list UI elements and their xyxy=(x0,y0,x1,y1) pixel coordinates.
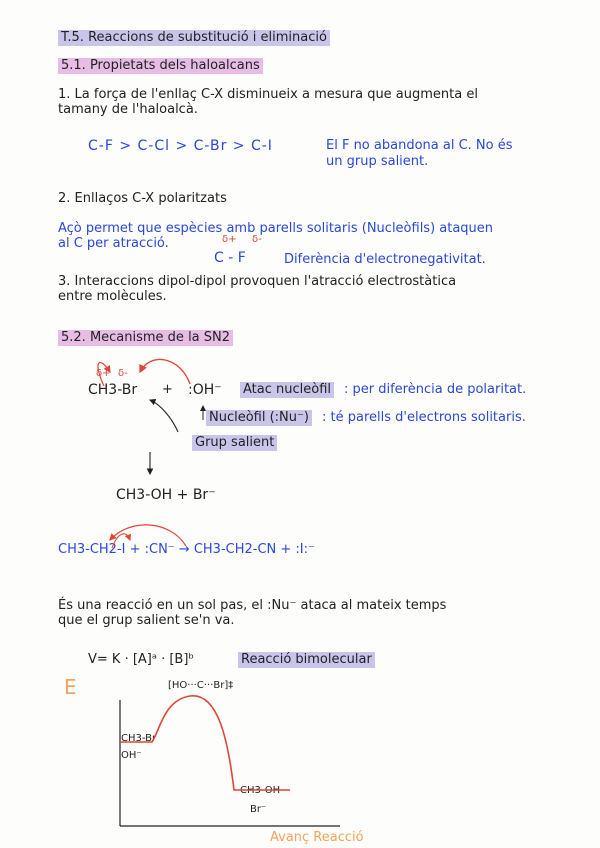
item3-line1: 3. Interaccions dipol-dipol provoquen l'atracció electrostàtica xyxy=(58,274,457,289)
products-label-ch3oh: CH3-OH xyxy=(240,785,281,796)
description-line2: que el grup salient se'n va. xyxy=(58,613,235,628)
delta-minus-label: δ- xyxy=(252,234,262,245)
leaving-group-label: Grup salient xyxy=(192,435,277,451)
description-line1: És una reacció en un sol pas, el :Nu⁻ ataca al mateix temps xyxy=(58,598,447,613)
energy-axis-label: E xyxy=(64,675,77,699)
delta-minus-mech: δ- xyxy=(118,368,128,379)
attack-arrow xyxy=(140,360,190,385)
nucleophilic-attack-label: Atac nucleòfil xyxy=(240,382,334,398)
item2-desc-line2: al C per atracció. xyxy=(58,236,169,251)
nucleophile-label: Nucleòfil (:Nu⁻) xyxy=(206,410,312,426)
reactant-ch3br: CH3-Br xyxy=(88,382,138,398)
rate-law: V= K · [A]ᵃ · [B]ᵇ xyxy=(88,652,194,667)
item2-heading: 2. Enllaços C-X polaritzats xyxy=(58,191,227,206)
nucleophilic-attack-desc: : per diferència de polaritat. xyxy=(344,382,527,397)
fluorine-note-line1: El F no abandona al C. No és xyxy=(326,138,513,153)
reactants-label-ch3br: CH3-Br xyxy=(121,733,157,744)
fluorine-note-line2: un grup salient. xyxy=(326,154,429,169)
product-line: CH3-OH + Br⁻ xyxy=(116,487,216,503)
bimolecular-label: Reacció bimolecular xyxy=(238,652,375,668)
section-heading-mechanism: 5.2. Mecanisme de la SN2 xyxy=(58,330,233,346)
reactants-label-oh: OH⁻ xyxy=(121,750,142,761)
item1-line1: 1. La força de l'enllaç C-X disminueix a mesura que augmenta el xyxy=(58,87,478,102)
example-reaction: CH3-CH2-I + :CN⁻ → CH3-CH2-CN + :I:⁻ xyxy=(58,542,315,557)
section-heading-properties: 5.1. Propietats dels haloalcans xyxy=(58,58,263,74)
nucleophile-oh: :OH⁻ xyxy=(188,382,222,398)
transition-state-label: [HO···C···Br]‡ xyxy=(168,680,234,691)
delta-plus-label: δ+ xyxy=(222,234,237,245)
nucleophile-desc: : té parells d'electrons solitaris. xyxy=(322,410,526,425)
page-title: T.5. Reaccions de substitució i eliminació xyxy=(58,30,330,46)
products-label-br: Br⁻ xyxy=(250,804,267,815)
bond-strength-order: C-F > C-Cl > C-Br > C-I xyxy=(88,138,273,154)
delta-plus-mech: δ+ xyxy=(96,368,111,379)
leaving-group-pointer xyxy=(150,400,178,432)
item1-line2: tamany de l'haloalcà. xyxy=(58,102,198,117)
electronegativity-note: Diferència d'electronegativitat. xyxy=(284,252,486,267)
plus-sign: + xyxy=(162,382,173,397)
item3-line2: entre molècules. xyxy=(58,289,167,304)
reaction-progress-axis-label: Avanç Reacció xyxy=(270,830,364,845)
item2-desc-line1: Açò permet que espècies amb parells solitaris (Nucleòfils) ataquen xyxy=(58,221,494,236)
cf-bond: C - F xyxy=(214,250,246,266)
